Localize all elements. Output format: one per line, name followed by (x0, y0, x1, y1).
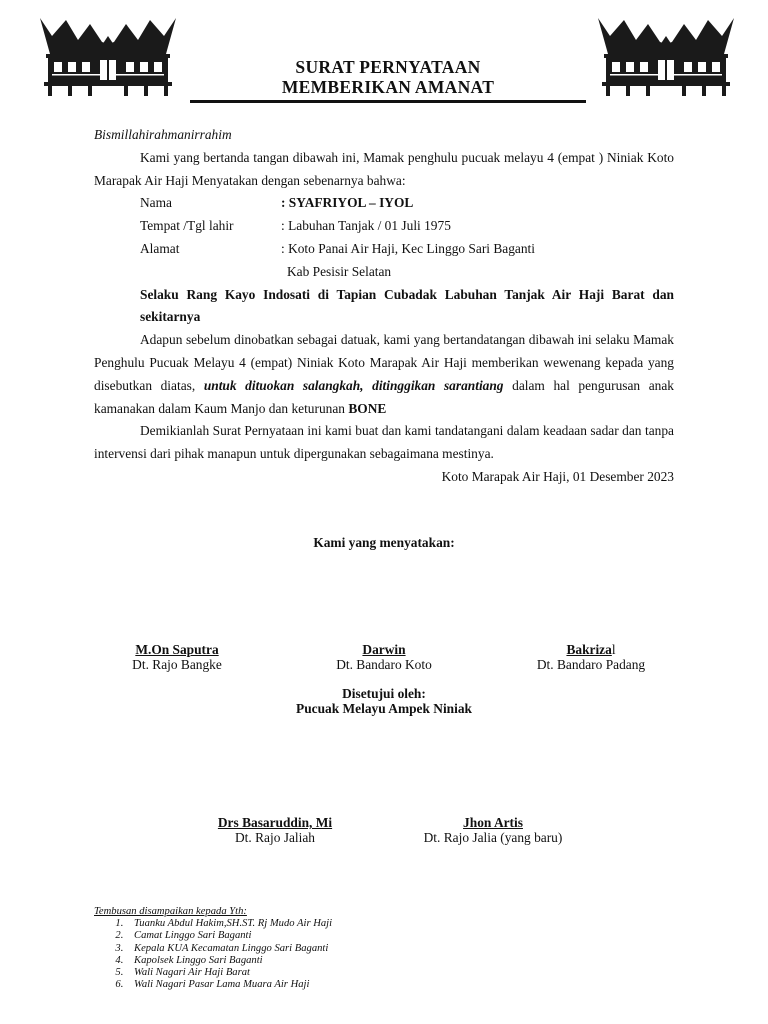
signer-title: Dt. Bandaro Koto (336, 657, 432, 672)
mandate-phrase: untuk dituokan salangkah, ditinggikan sarantiang (203, 377, 504, 393)
title-underline (190, 100, 586, 103)
field-label: Tempat /Tgl lahir (140, 218, 234, 234)
approver-2 (400, 815, 586, 845)
closing-paragraph: Demikianlah Surat Pernyataan ini kami buat dan kami tandatangani dalam keadaan sadar dan tanpa intervensi dari pihak manapun untuk dipergunakan sebagaimana mestinya. (94, 423, 674, 462)
mandate-paragraph (94, 329, 674, 420)
cc-item: 1. Tuanku Abdul Hakim,SH.ST. Rj Mudo Air Haji (126, 918, 332, 930)
signer-name: M.On Saputra (135, 642, 219, 657)
signers-heading: Kami yang menyatakan: (313, 535, 455, 550)
field-value-address: : Koto Panai Air Haji, Kec Linggo Sari Baganti (281, 240, 536, 256)
signer-name: Darwin (362, 642, 406, 657)
document-title-line2: MEMBERIKAN AMANAT (281, 77, 495, 97)
cc-item: 5. Wali Nagari Air Haji Barat (126, 967, 332, 979)
opening-phrase: Bismillahirahmanirrahim (94, 127, 232, 142)
signer-name: Bakriza (566, 642, 612, 657)
field-value-birth: : Labuhan Tanjak / 01 Juli 1975 (281, 218, 451, 234)
signer-name-tail: l (611, 642, 616, 657)
signer-title: Dt. Bandaro Padang (536, 657, 646, 672)
signer-1 (100, 642, 254, 672)
signer-title: Dt. Rajo Bangke (132, 657, 222, 672)
signer-name-wrap (512, 642, 670, 657)
field-address-cont (94, 261, 674, 284)
document-title-line1: SURAT PERNYATAAN (295, 57, 481, 77)
approval-line2: Pucuak Melayu Ampek Niniak (296, 701, 472, 716)
signer-3 (512, 642, 670, 672)
approver-title: Dt. Rajo Jaliah (235, 830, 315, 845)
letter-body (94, 124, 674, 489)
cc-item: 6. Wali Nagari Pasar Lama Muara Air Haji (126, 979, 332, 991)
cc-list (94, 906, 332, 991)
field-birth (94, 215, 674, 238)
approver-1 (196, 815, 354, 845)
approver-name: Drs Basaruddin, Mi (217, 815, 333, 830)
title-statement: Selaku Rang Kayo Indosati di Tapian Cubadak Labuhan Tanjak Air Haji Barat dan sekitarnya (140, 286, 674, 325)
address-continuation: Kab Pesisir Selatan (287, 263, 392, 279)
approver-title: Dt. Rajo Jalia (yang baru) (423, 830, 563, 845)
cc-item: 3. Kepala KUA Kecamatan Linggo Sari Baganti (126, 943, 332, 955)
lineage-name: BONE (348, 400, 387, 416)
approval-line1: Disetujui oleh: (342, 686, 426, 701)
place-date: Koto Marapak Air Haji, 01 Desember 2023 (441, 468, 674, 484)
rumah-gadang-icon (596, 14, 736, 96)
intro-paragraph: Kami yang bertanda tangan dibawah ini, Mamak penghulu pucuak melayu 4 (empat ) Niniak Koto Marapak Air Haji Menyatakan dengan sebenarnya bahwa: (94, 149, 674, 188)
cc-items (94, 918, 332, 991)
approval-heading (234, 686, 534, 716)
field-label: Alamat (140, 240, 180, 256)
field-value-name: : SYAFRIYOL – IYOL (281, 195, 414, 211)
cc-item: 4. Kapolsek Linggo Sari Baganti (126, 955, 332, 967)
field-name (94, 192, 674, 215)
signer-2 (306, 642, 462, 672)
cc-heading: Tembusan disampaikan kepada Yth: (94, 906, 247, 917)
mandate-text-c: dalam hal pengurusan anak kamanakan dalam Kaum Manjo dan keturunan (94, 377, 674, 416)
mandate-text-a: Adapun sebelum dinobatkan sebagai datuak, kami yang bertandatangan dibawah ini selaku Mamak Penghulu Pucuak Melayu 4 (empat) Niniak Koto Marapak Air Haji memberikan wewenang kepada yang disebutkan diatas, (94, 332, 674, 393)
rumah-gadang-icon (38, 14, 178, 96)
field-address (94, 238, 674, 261)
field-label: Nama (140, 195, 172, 211)
cc-item: 2. Camat Linggo Sari Baganti (126, 930, 332, 942)
approver-name: Jhon Artis (463, 815, 523, 830)
